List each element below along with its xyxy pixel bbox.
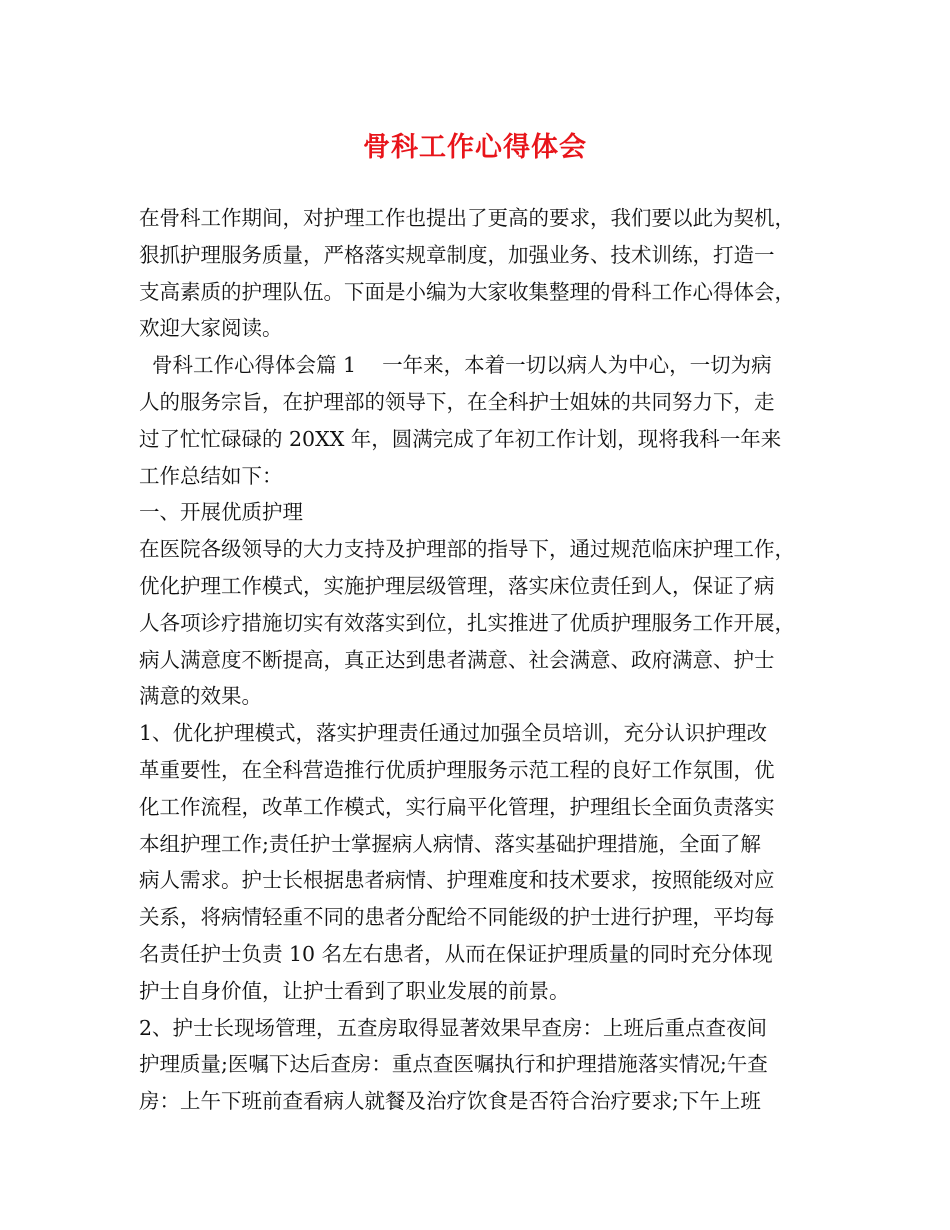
document-title: 骨科工作心得体会 bbox=[363, 132, 587, 163]
body-line: 过了忙忙碌碌的 20XX 年，圆满完成了年初工作计划，现将我科一年来 bbox=[139, 426, 782, 451]
body-line: 工作总结如下： bbox=[139, 463, 283, 488]
body-line: 病人需求。护士长根据患者病情、护理难度和技术要求，按照能级对应 bbox=[139, 868, 775, 893]
body-line: 在骨科工作期间，对护理工作也提出了更高的要求，我们要以此为契机， bbox=[139, 206, 795, 230]
body-line: 一、开展优质护理 bbox=[139, 500, 303, 525]
body-line: 房：上午下班前查看病人就餐及治疗饮食是否符合治疗要求;下午上班 bbox=[139, 1089, 761, 1114]
body-line: 满意的效果。 bbox=[139, 684, 262, 709]
body-line: 2、护士长现场管理，五查房取得显著效果早查房：上班后重点查夜间 bbox=[139, 1015, 768, 1040]
body-line: 关系，将病情轻重不同的患者分配给不同能级的护士进行护理，平均每 bbox=[139, 905, 775, 930]
body-line: 欢迎大家阅读。 bbox=[139, 316, 283, 341]
body-line: 护士自身价值，让护士看到了职业发展的前景。 bbox=[139, 978, 570, 1003]
body-line: 化工作流程，改革工作模式，实行扁平化管理，护理组长全面负责落实 bbox=[139, 794, 775, 819]
body-line: 革重要性，在全科营造推行优质护理服务示范工程的良好工作氛围，优 bbox=[139, 757, 775, 782]
body-line: 人各项诊疗措施切实有效落实到位，扎实推进了优质护理服务工作开展， bbox=[139, 610, 795, 635]
body-line: 病人满意度不断提高，真正达到患者满意、社会满意、政府满意、护士 bbox=[139, 647, 775, 672]
body-line: 在医院各级领导的大力支持及护理部的指导下，通过规范临床护理工作， bbox=[139, 537, 795, 562]
body-line: 护理质量;医嘱下达后查房：重点查医嘱执行和护理措施落实情况;午查 bbox=[139, 1052, 768, 1077]
body-line: 狠抓护理服务质量，严格落实规章制度，加强业务、技术训练，打造一 bbox=[139, 242, 775, 267]
body-line: 支高素质的护理队伍。下面是小编为大家收集整理的骨科工作心得体会， bbox=[139, 279, 795, 304]
body-line: 名责任护士负责 10 名左右患者，从而在保证护理质量的同时充分体现 bbox=[139, 941, 773, 966]
body-line: 优化护理工作模式，实施护理层级管理，落实床位责任到人，保证了病 bbox=[139, 573, 775, 598]
body-line: 骨科工作心得体会篇 1 一年来，本着一切以病人为中心，一切为病 bbox=[139, 353, 772, 378]
document-body bbox=[139, 200, 819, 1120]
body-line: 人的服务宗旨，在护理部的领导下，在全科护士姐妹的共同努力下，走 bbox=[139, 389, 775, 414]
body-line: 1、优化护理模式，落实护理责任通过加强全员培训，充分认识护理改 bbox=[139, 721, 768, 746]
body-line: 本组护理工作;责任护士掌握病人病情、落实基础护理措施，全面了解 bbox=[139, 831, 761, 856]
